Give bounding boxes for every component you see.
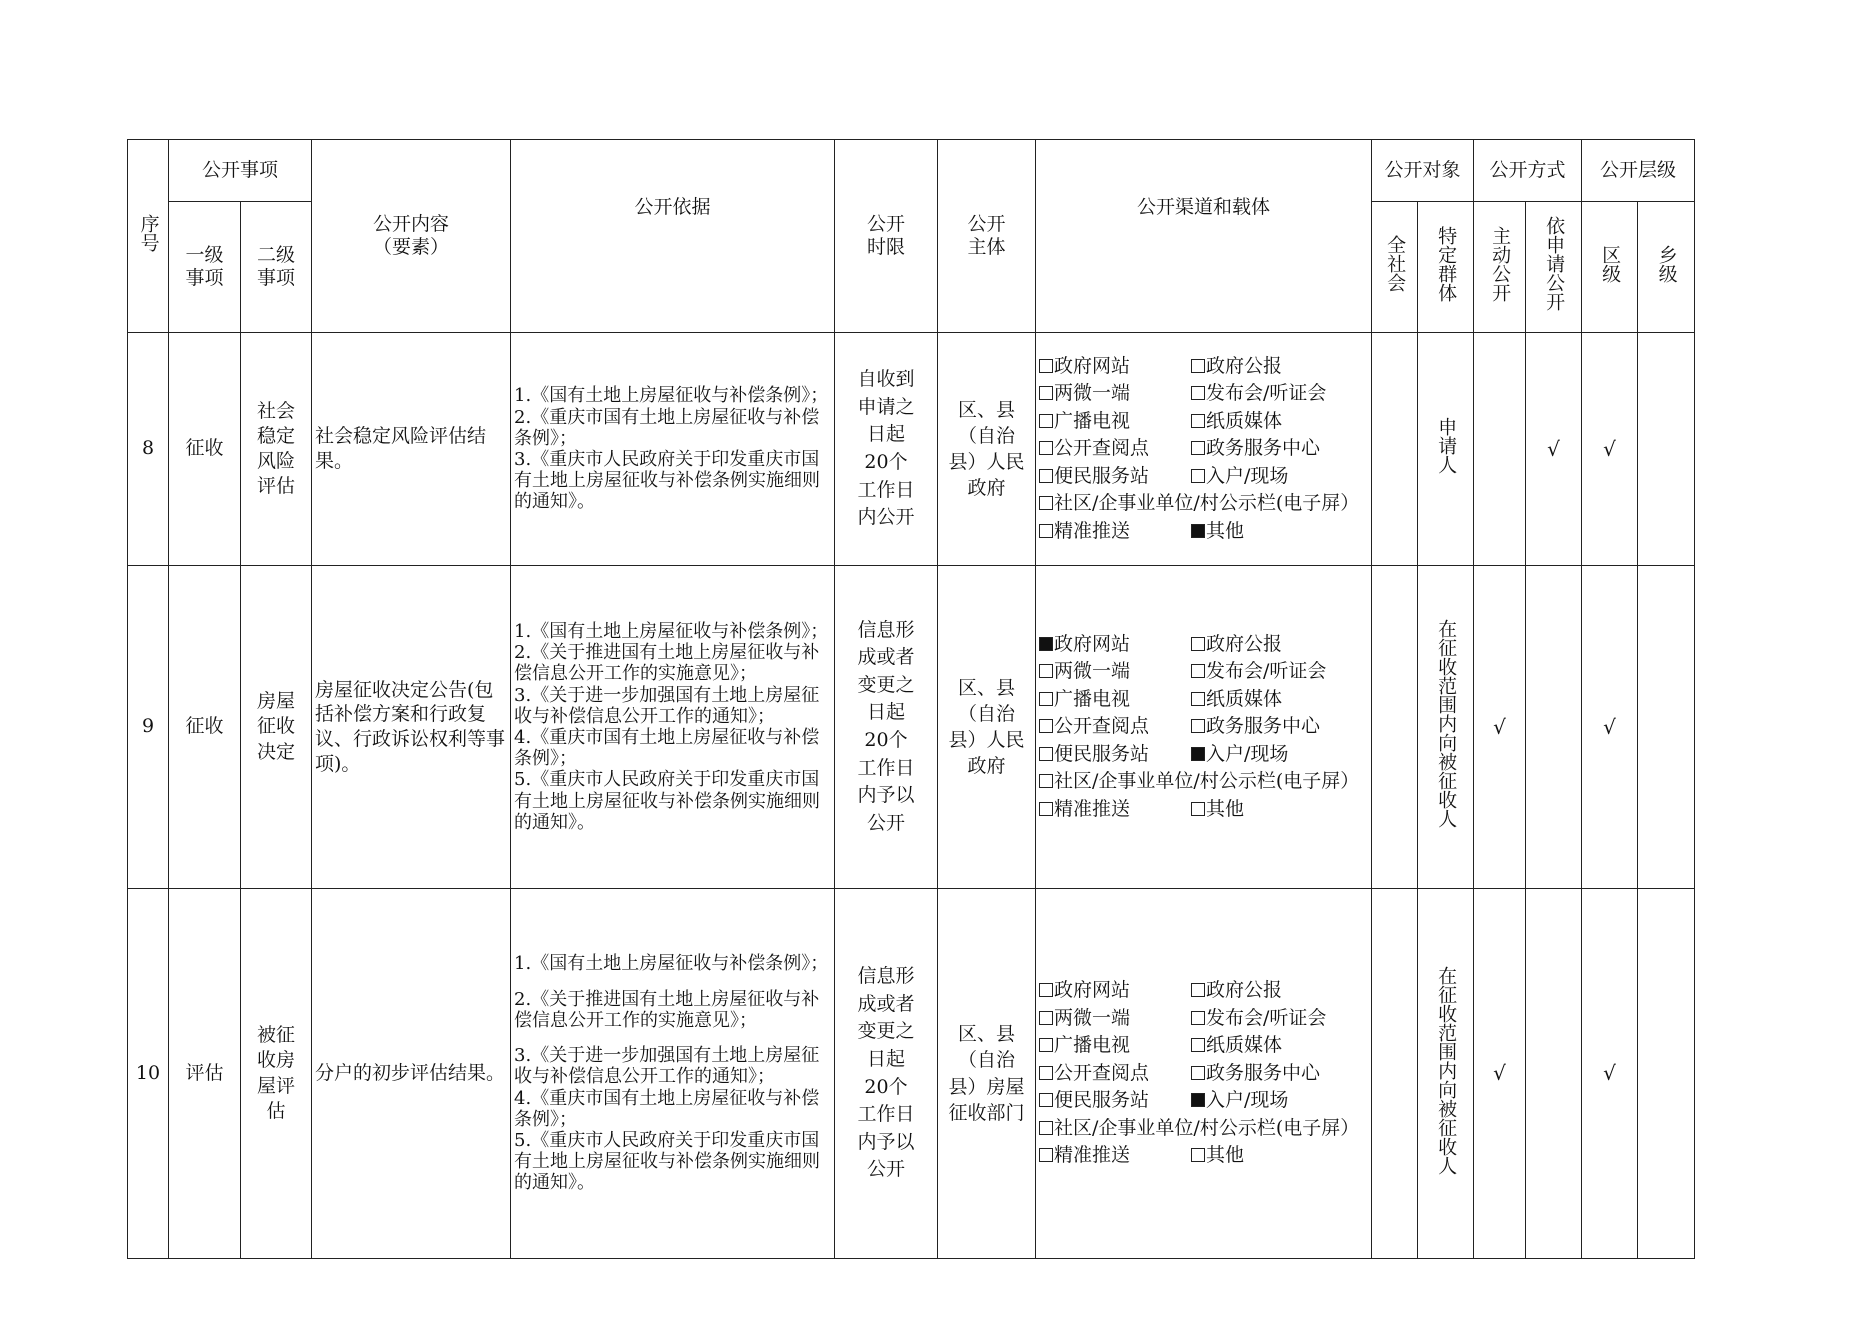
row-method-apply	[1526, 566, 1582, 889]
row-audience-all	[1372, 566, 1418, 889]
header-level-group: 公开层级	[1582, 140, 1695, 202]
basis-item: 1.《国有土地上房屋征收与补偿条例》；	[514, 953, 829, 975]
checkbox-board	[1039, 496, 1053, 510]
checkbox-push	[1039, 802, 1053, 816]
row-content: 社会稳定风险评估结果。	[312, 333, 511, 566]
header-level-district: 区级	[1582, 202, 1638, 333]
row-method-apply	[1526, 889, 1582, 1259]
header-seq: 序号	[128, 140, 169, 333]
basis-item: 5.《重庆市人民政府关于印发重庆市国有土地上房屋征收与补偿条例实施细则的通知》。	[514, 769, 821, 833]
checkbox-gazette	[1191, 983, 1205, 997]
header-basis: 公开依据	[511, 140, 835, 333]
checkbox-board	[1039, 774, 1053, 788]
checkbox-hearing	[1191, 664, 1205, 678]
row-subject: 区、县（自治县）人民政府	[938, 566, 1036, 889]
checkbox-two-micro	[1039, 386, 1053, 400]
checkbox-paper	[1191, 1038, 1205, 1052]
row-level-district: √	[1582, 889, 1638, 1259]
checkbox-other	[1191, 802, 1205, 816]
row-level1: 征收	[169, 333, 241, 566]
checkbox-onsite	[1191, 1093, 1205, 1107]
checkbox-gazette	[1191, 359, 1205, 373]
checkbox-convenience	[1039, 1093, 1053, 1107]
row-method-active: √	[1474, 566, 1526, 889]
checkbox-onsite	[1191, 747, 1205, 761]
header-audience-all: 全社会	[1372, 202, 1418, 333]
checkbox-gazette	[1191, 637, 1205, 651]
row-level2: 社会稳定风险评估	[241, 333, 312, 566]
checkbox-hearing	[1191, 386, 1205, 400]
checkbox-two-micro	[1039, 1011, 1053, 1025]
row-level-district: √	[1582, 566, 1638, 889]
checkbox-tv	[1039, 1038, 1053, 1052]
checkbox-tv	[1039, 692, 1053, 706]
basis-item: 3.《关于进一步加强国有土地上房屋征收与补偿信息公开工作的通知》；	[514, 684, 820, 727]
row-method-active: √	[1474, 889, 1526, 1259]
row-basis	[511, 889, 835, 1259]
basis-item: 3.《关于进一步加强国有土地上房屋征收与补偿信息公开工作的通知》；	[514, 1045, 820, 1088]
row-time-limit: 信息形成或者变更之日起20个工作日内予以公开	[835, 889, 938, 1259]
row-seq: 9	[128, 566, 169, 889]
checkbox-reading	[1039, 441, 1053, 455]
checkbox-gov-site	[1039, 983, 1053, 997]
basis-item: 4.《重庆市国有土地上房屋征收与补偿条例》；	[514, 1087, 820, 1130]
row-subject: 区、县（自治县）房屋征收部门	[938, 889, 1036, 1259]
header-content: 公开内容 （要素）	[312, 140, 511, 333]
header-audience-group: 公开对象	[1372, 140, 1474, 202]
row-subject: 区、县（自治县）人民政府	[938, 333, 1036, 566]
row-method-active	[1474, 333, 1526, 566]
header-method-group: 公开方式	[1474, 140, 1582, 202]
row-basis	[511, 333, 835, 566]
row-channels: 政府网站 政府公报 两微一端 发布会/听证会 广播电视 纸质媒体 公开查阅点 政务服务中心 便民服务站 入户/现场 社区/企事业单位/村公示栏(电子屏） 精准推送 其他	[1036, 889, 1372, 1259]
header-time-limit: 公开时限	[835, 140, 938, 333]
table-row	[128, 889, 1695, 1259]
checkbox-push	[1039, 524, 1053, 538]
checkbox-paper	[1191, 414, 1205, 428]
checkbox-service-center	[1191, 441, 1205, 455]
checkbox-reading	[1039, 1066, 1053, 1080]
checkbox-tv	[1039, 414, 1053, 428]
row-level-town	[1638, 333, 1695, 566]
header-channels: 公开渠道和载体	[1036, 140, 1372, 333]
basis-item: 1.《国有土地上房屋征收与补偿条例》；	[514, 620, 829, 642]
basis-item: 4.《重庆市国有土地上房屋征收与补偿条例》；	[514, 727, 820, 770]
row-level1: 征收	[169, 566, 241, 889]
header-audience-specific: 特定群体	[1418, 202, 1474, 333]
checkbox-convenience	[1039, 469, 1053, 483]
basis-item: 3.《重庆市人民政府关于印发重庆市国有土地上房屋征收与补偿条例实施细则的通知》。	[514, 449, 821, 513]
checkbox-paper	[1191, 692, 1205, 706]
row-level1: 评估	[169, 889, 241, 1259]
disclosure-table	[127, 139, 1695, 1259]
row-level2: 被征收房屋评估	[241, 889, 312, 1259]
header-method-active: 主动公开	[1474, 202, 1526, 333]
header-level2: 二级事项	[241, 202, 312, 333]
row-method-apply: √	[1526, 333, 1582, 566]
checkbox-service-center	[1191, 1066, 1205, 1080]
row-time-limit: 信息形成或者变更之日起20个工作日内予以公开	[835, 566, 938, 889]
checkbox-reading	[1039, 719, 1053, 733]
row-basis	[511, 566, 835, 889]
row-content: 房屋征收决定公告(包括补偿方案和行政复议、行政诉讼权利等事项)。	[312, 566, 511, 889]
checkbox-board	[1039, 1121, 1053, 1135]
row-audience-specific: 在征收范围内向被征收人	[1418, 889, 1474, 1259]
checkbox-gov-site	[1039, 359, 1053, 373]
table-row	[128, 333, 1695, 566]
checkbox-gov-site	[1039, 637, 1053, 651]
checkbox-push	[1039, 1148, 1053, 1162]
row-level-town	[1638, 566, 1695, 889]
checkbox-onsite	[1191, 469, 1205, 483]
basis-item: 1.《国有土地上房屋征收与补偿条例》；	[514, 385, 829, 407]
basis-item: 2.《关于推进国有土地上房屋征收与补偿信息公开工作的实施意见》；	[514, 988, 820, 1031]
checkbox-service-center	[1191, 719, 1205, 733]
checkbox-other	[1191, 1148, 1205, 1162]
checkbox-other	[1191, 524, 1205, 538]
row-audience-specific: 在征收范围内向被征收人	[1418, 566, 1474, 889]
header-item-group: 公开事项	[169, 140, 312, 202]
checkbox-convenience	[1039, 747, 1053, 761]
row-time-limit: 自收到申请之日起20个工作日内公开	[835, 333, 938, 566]
basis-item: 2.《关于推进国有土地上房屋征收与补偿信息公开工作的实施意见》；	[514, 642, 820, 685]
header-level-town: 乡级	[1638, 202, 1695, 333]
header-subject: 公开主体	[938, 140, 1036, 333]
row-level2: 房屋征收决定	[241, 566, 312, 889]
row-content: 分户的初步评估结果。	[312, 889, 511, 1259]
table-row	[128, 566, 1695, 889]
row-channels: 政府网站 政府公报 两微一端 发布会/听证会 广播电视 纸质媒体 公开查阅点 政务服务中心 便民服务站 入户/现场 社区/企事业单位/村公示栏(电子屏） 精准推送 其他	[1036, 566, 1372, 889]
checkbox-two-micro	[1039, 664, 1053, 678]
row-seq: 8	[128, 333, 169, 566]
row-channels: 政府网站 政府公报 两微一端 发布会/听证会 广播电视 纸质媒体 公开查阅点 政务服务中心 便民服务站 入户/现场 社区/企事业单位/村公示栏(电子屏） 精准推送 其他	[1036, 333, 1372, 566]
basis-item: 5.《重庆市人民政府关于印发重庆市国有土地上房屋征收与补偿条例实施细则的通知》。	[514, 1129, 821, 1194]
header-level1: 一级事项	[169, 202, 241, 333]
row-seq: 10	[128, 889, 169, 1259]
row-audience-specific: 申请人	[1418, 333, 1474, 566]
checkbox-hearing	[1191, 1011, 1205, 1025]
row-level-district: √	[1582, 333, 1638, 566]
row-level-town	[1638, 889, 1695, 1259]
header-method-apply: 依申请公开	[1526, 202, 1582, 333]
row-audience-all	[1372, 333, 1418, 566]
basis-item: 2.《重庆市国有土地上房屋征收与补偿条例》；	[514, 406, 820, 449]
row-audience-all	[1372, 889, 1418, 1259]
